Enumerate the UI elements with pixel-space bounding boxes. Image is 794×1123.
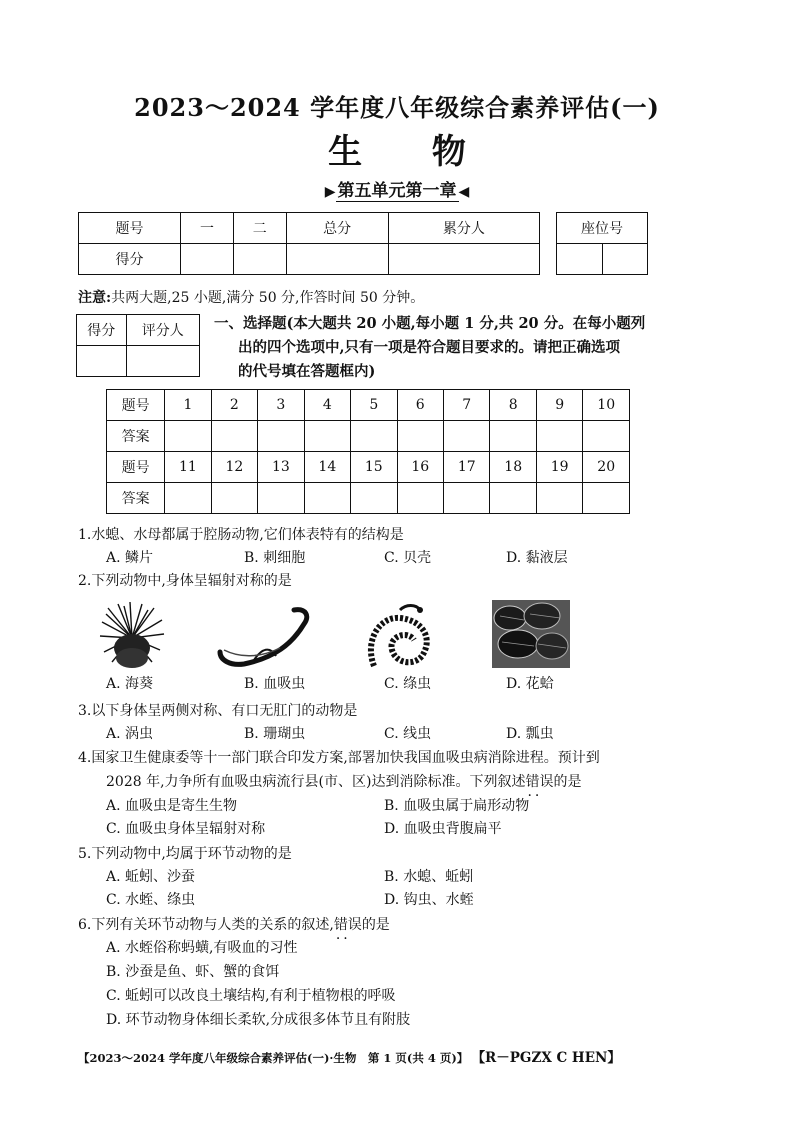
q6-option-a[interactable]: A. 水蛭俗称蚂蟥,有吸血的习性: [106, 940, 298, 956]
unit-heading: [0, 176, 794, 201]
q3-option-d[interactable]: D. 瓢虫: [506, 726, 554, 742]
unit-label: 第五单元第一章: [337, 181, 457, 201]
score-header-number: 题号: [79, 213, 181, 244]
q5-option-b[interactable]: B. 水螅、蚯蚓: [384, 869, 474, 885]
q1-option-b[interactable]: B. 刺细胞: [244, 550, 306, 566]
answer-cell[interactable]: [536, 421, 582, 452]
seat-label: 座位号: [557, 213, 648, 244]
q4-option-d[interactable]: D. 血吸虫背腹扁平: [384, 821, 502, 837]
sea-anemone-image: [98, 600, 166, 672]
answer-row-label-a1: 答案: [107, 421, 165, 452]
answer-qnum: 5: [351, 390, 397, 421]
q3-option-b[interactable]: B. 珊瑚虫: [244, 726, 306, 742]
answer-cell[interactable]: [165, 483, 211, 514]
q3-option-c[interactable]: C. 线虫: [384, 726, 432, 742]
answer-qnum: 1: [165, 390, 211, 421]
question-1-stem: 1.水螅、水母都属于腔肠动物,它们体表特有的结构是: [78, 527, 404, 543]
answer-cell[interactable]: [397, 421, 443, 452]
score-header-part1: 一: [181, 213, 234, 244]
notice: [78, 287, 424, 307]
q5-option-d[interactable]: D. 钩虫、水蛭: [384, 892, 474, 908]
answer-cell[interactable]: [444, 483, 490, 514]
answer-cell[interactable]: [351, 421, 397, 452]
q6-stem-part3: 的是: [361, 917, 390, 933]
answer-qnum: 18: [490, 452, 536, 483]
grader-name-label: 评分人: [126, 315, 199, 346]
answer-qnum: 10: [583, 390, 630, 421]
score-row-label: 得分: [79, 244, 181, 275]
triangle-right-icon: ▶: [324, 184, 336, 200]
score-cell-part2[interactable]: [233, 244, 286, 275]
q1-option-d[interactable]: D. 黏液层: [506, 550, 568, 566]
answer-table: [106, 389, 630, 514]
section1-line3: 的代号填在答题框内): [238, 363, 376, 380]
q4-option-b[interactable]: B. 血吸虫属于扁形动物: [384, 798, 530, 814]
grader-box: [76, 314, 200, 377]
answer-qnum: 2: [211, 390, 257, 421]
q5-option-c[interactable]: C. 水蛭、绦虫: [106, 892, 196, 908]
answer-cell[interactable]: [444, 421, 490, 452]
grader-score-cell[interactable]: [77, 346, 127, 377]
q1-option-c[interactable]: C. 贝壳: [384, 550, 432, 566]
grader-score-label: 得分: [77, 315, 127, 346]
exam-title: 2023～2024 学年度八年级综合素养评估(一): [134, 93, 660, 122]
footer-text: 【2023～2024 学年度八年级综合素养评估(一)·生物 第 1 页(共 4 页)】: [78, 1051, 469, 1065]
seat-table: [556, 212, 648, 275]
answer-qnum: 12: [211, 452, 257, 483]
answer-qnum: 13: [258, 452, 304, 483]
seat-cell-2[interactable]: [602, 244, 648, 275]
section1-line2: 出的四个选项中,只有一项是符合题目要求的。请把正确选项: [238, 339, 621, 356]
answer-row-label-q2: 题号: [107, 452, 165, 483]
score-header-tallier: 累分人: [388, 213, 539, 244]
answer-qnum: 3: [258, 390, 304, 421]
answer-qnum: 15: [351, 452, 397, 483]
q4-emphasis-wrong: 错误 ··: [525, 774, 553, 790]
q6-option-c[interactable]: C. 蚯蚓可以改良土壤结构,有利于植物根的呼吸: [106, 988, 396, 1004]
notice-text: 共两大题,25 小题,满分 50 分,作答时间 50 分钟。: [111, 290, 425, 306]
answer-cell[interactable]: [211, 483, 257, 514]
answer-qnum: 8: [490, 390, 536, 421]
q6-stem-part1: 6.下列有关环节动物与人类的关系的叙述,: [78, 917, 334, 933]
answer-qnum: 7: [444, 390, 490, 421]
answer-row-label-q1: 题号: [107, 390, 165, 421]
q2-option-c[interactable]: C. 绦虫: [384, 676, 432, 692]
answer-cell[interactable]: [258, 421, 304, 452]
score-header-part2: 二: [233, 213, 286, 244]
answer-cell[interactable]: [536, 483, 582, 514]
seat-cell-1[interactable]: [557, 244, 603, 275]
q1-option-a[interactable]: A. 鳞片: [106, 550, 154, 566]
q6-option-b[interactable]: B. 沙蚕是鱼、虾、蟹的食饵: [106, 964, 280, 980]
score-cell-tallier[interactable]: [388, 244, 539, 275]
question-6-stem: [78, 914, 390, 937]
q4-option-c[interactable]: C. 血吸虫身体呈辐射对称: [106, 821, 266, 837]
q6-emphasis-wrong: 错误 ··: [334, 917, 362, 933]
blood-fluke-image: [214, 604, 314, 672]
q4-option-a[interactable]: A. 血吸虫是寄生生物: [106, 798, 238, 814]
answer-cell[interactable]: [258, 483, 304, 514]
answer-qnum: 16: [397, 452, 443, 483]
notice-label: 注意:: [78, 290, 112, 306]
question-5-stem: 5.下列动物中,均属于环节动物的是: [78, 846, 292, 862]
subject-title: 生 物: [328, 132, 466, 172]
answer-cell[interactable]: [211, 421, 257, 452]
question-3-stem: 3.以下身体呈两侧对称、有口无肛门的动物是: [78, 703, 358, 719]
page-footer: [78, 1046, 621, 1066]
q6-option-d[interactable]: D. 环节动物身体细长柔软,分成很多体节且有附肢: [106, 1012, 411, 1028]
q4-stem-part3: 的是: [553, 774, 582, 790]
q2-option-a[interactable]: A. 海葵: [106, 676, 154, 692]
answer-qnum: 9: [536, 390, 582, 421]
footer-code: 【R－PGZX C HEN】: [478, 1050, 621, 1066]
answer-cell[interactable]: [583, 421, 630, 452]
answer-row-label-a2: 答案: [107, 483, 165, 514]
q2-option-d[interactable]: D. 花蛤: [506, 676, 554, 692]
answer-qnum: 14: [304, 452, 350, 483]
answer-cell[interactable]: [490, 421, 536, 452]
q3-option-a[interactable]: A. 涡虫: [106, 726, 154, 742]
grader-name-cell[interactable]: [126, 346, 199, 377]
answer-qnum: 20: [583, 452, 630, 483]
answer-cell[interactable]: [304, 421, 350, 452]
tapeworm-image: [360, 600, 442, 672]
answer-cell[interactable]: [397, 483, 443, 514]
q5-option-a[interactable]: A. 蚯蚓、沙蚕: [106, 869, 196, 885]
score-cell-part1[interactable]: [181, 244, 234, 275]
section1-instructions: [214, 312, 654, 384]
answer-cell[interactable]: [304, 483, 350, 514]
answer-cell[interactable]: [490, 483, 536, 514]
question-4-stem-line1: 4.国家卫生健康委等十一部门联合印发方案,部署加快我国血吸虫病消除进程。预计到: [78, 750, 600, 766]
answer-qnum: 4: [304, 390, 350, 421]
question-4-stem-line2: [106, 771, 581, 794]
score-cell-total[interactable]: [286, 244, 388, 275]
answer-qnum: 6: [397, 390, 443, 421]
answer-qnum: 19: [536, 452, 582, 483]
clam-image: [490, 598, 572, 670]
answer-cell[interactable]: [165, 421, 211, 452]
question-2-stem: 2.下列动物中,身体呈辐射对称的是: [78, 573, 292, 589]
score-table: [78, 212, 540, 275]
q4-stem-part1: 2028 年,力争所有血吸虫病流行县(市、区)达到消除标准。下列叙述: [106, 774, 526, 790]
answer-qnum: 11: [165, 452, 211, 483]
score-header-total: 总分: [286, 213, 388, 244]
answer-cell[interactable]: [351, 483, 397, 514]
q2-option-b[interactable]: B. 血吸虫: [244, 676, 306, 692]
answer-cell[interactable]: [583, 483, 630, 514]
section1-line1: 一、选择题(本大题共 20 小题,每小题 1 分,共 20 分。在每小题列: [214, 315, 646, 332]
triangle-left-icon: ◀: [458, 184, 470, 200]
answer-qnum: 17: [444, 452, 490, 483]
